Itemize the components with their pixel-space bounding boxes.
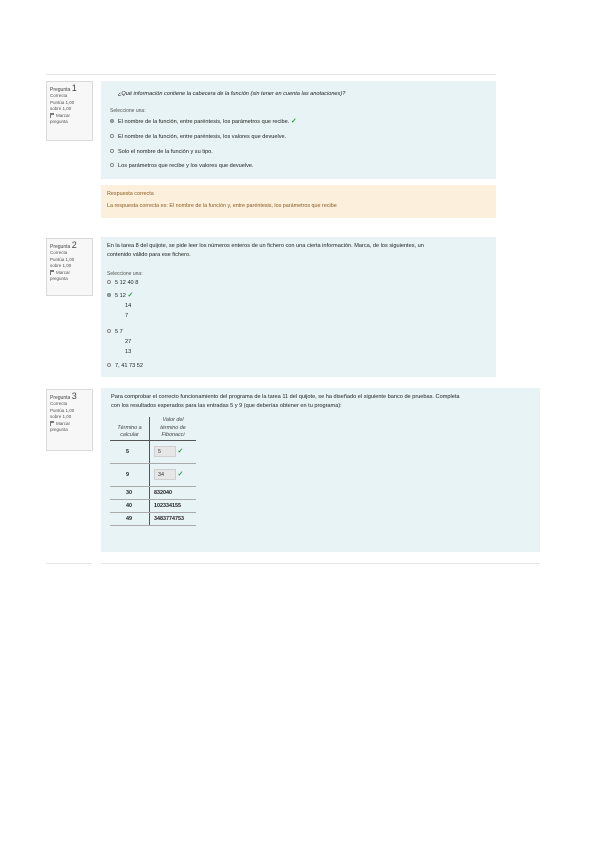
term-cell: 5 [110,440,150,463]
table-row [110,486,196,499]
table-row [110,512,196,525]
radio[interactable] [110,149,114,153]
table-header-row [110,417,196,440]
q2-option-3[interactable]: 5 7 [107,328,123,336]
select-label: Seleccione una: [110,108,146,114]
table-row [110,499,196,512]
score-line-2: sobre 1,00 [50,414,72,420]
test-bank-table [110,417,196,526]
col-header-term: Término a calcular [110,417,150,440]
score-line-1: Puntúa 1,00 [50,256,75,262]
q2-option-3-line-3: 13 [125,349,132,355]
check-icon: ✓ [177,448,184,455]
question-3-prompt-line-1: Para comprobar el correcto funcionamiento del programa de la tarea 11 del quijote, se ha diseñado el siguiente banco de pruebas. Completa [111,394,460,400]
feedback-title: Respuesta correcta [107,191,154,197]
flag-question-link[interactable]: Marcar pregunta [50,269,71,282]
flag-question-link[interactable]: Marcar pregunta [50,112,71,125]
top-divider [46,74,496,75]
question-2-content [101,237,496,377]
question-number: 3 [71,391,77,401]
question-number: 2 [71,240,77,250]
question-3-content [101,388,540,552]
flag-icon [50,421,55,426]
select-label: Seleccione una: [107,271,143,277]
term-cell: 9 [110,463,150,486]
answer-input[interactable]: 5 [154,446,176,457]
term-cell: 40 [110,499,150,512]
q1-option-4[interactable]: Los parámetros que recibe y los valores que devuelve. [110,162,254,170]
question-2-prompt-line-2: contenido válido para ese fichero. [107,252,191,258]
flag-question-link[interactable]: Marcar pregunta [50,420,71,433]
q2-option-4[interactable]: 7, 41 73 52 [107,362,143,370]
term-cell: 49 [110,512,150,525]
question-status: Correcta [50,93,68,99]
question-1-prompt: ¿Qué información contiene la cabecera de la función (sin tener en cuenta las anotaciones)? [118,91,346,97]
radio[interactable] [107,329,111,333]
question-1-content [101,81,496,179]
question-3-info [46,389,93,451]
check-icon: ✓ [290,118,297,125]
radio[interactable] [110,163,114,167]
q1-option-3[interactable]: Solo el nombre de la función y su tipo. [110,148,213,156]
question-2-prompt-line-1: En la tarea 8 del quijote, se pide leer los números enteros de un fichero con una cierta información. Marca, de los siguientes, un [107,243,424,249]
bottom-divider-right [101,563,540,564]
q2-option-1[interactable]: 5 12 40 8 [107,279,138,287]
q2-option-2[interactable]: 5 12 ✓ [107,292,133,300]
flag-icon [50,113,55,118]
flag-icon [50,270,55,275]
value-cell: 832040 [150,486,196,499]
q2-option-2-line-3: 7 [125,313,129,319]
value-cell [150,463,196,486]
q2-option-2-line-2: 14 [125,303,132,309]
check-icon: ✓ [177,471,184,478]
radio[interactable] [107,280,111,284]
value-cell [150,440,196,463]
question-3-prompt-line-2: con los resultados esperados para las entradas 5 y 9 (que deberías obtener en tu programa): [111,403,342,409]
table-row [110,463,196,486]
bottom-divider-left [46,563,92,564]
question-number: 1 [71,83,77,93]
radio-selected[interactable] [110,119,114,123]
table-row [110,440,196,463]
question-status: Correcta [50,250,68,256]
value-cell: 102334155 [150,499,196,512]
col-header-value: Valor del término de Fibonacci [150,417,196,440]
q1-option-1[interactable]: El nombre de la función, entre paréntesis, los parámetros que recibe. ✓ [110,118,297,126]
question-label: Pregunta [50,395,71,401]
radio[interactable] [107,363,111,367]
term-cell: 30 [110,486,150,499]
question-status: Correcta [50,401,68,407]
question-label: Pregunta [50,87,71,93]
answer-input[interactable]: 34 [154,469,176,480]
score-line-2: sobre 1,00 [50,263,72,269]
question-label: Pregunta [50,244,71,250]
score-line-2: sobre 1,00 [50,106,72,112]
check-icon: ✓ [127,292,134,299]
value-cell: 3483774753 [150,512,196,525]
radio-selected[interactable] [107,293,111,297]
question-2-info [46,238,93,296]
score-line-1: Puntúa 1,00 [50,99,75,105]
score-line-1: Puntúa 1,00 [50,407,75,413]
question-1-info [46,81,93,141]
question-1-feedback [101,185,496,218]
q2-option-3-line-2: 27 [125,339,132,345]
feedback-text: La respuesta correcta es: El nombre de la función y, entre paréntesis, los parámetros que recibe [107,203,337,209]
radio[interactable] [110,134,114,138]
q1-option-2[interactable]: El nombre de la función, entre paréntesis, los valores que devuelve. [110,133,286,141]
